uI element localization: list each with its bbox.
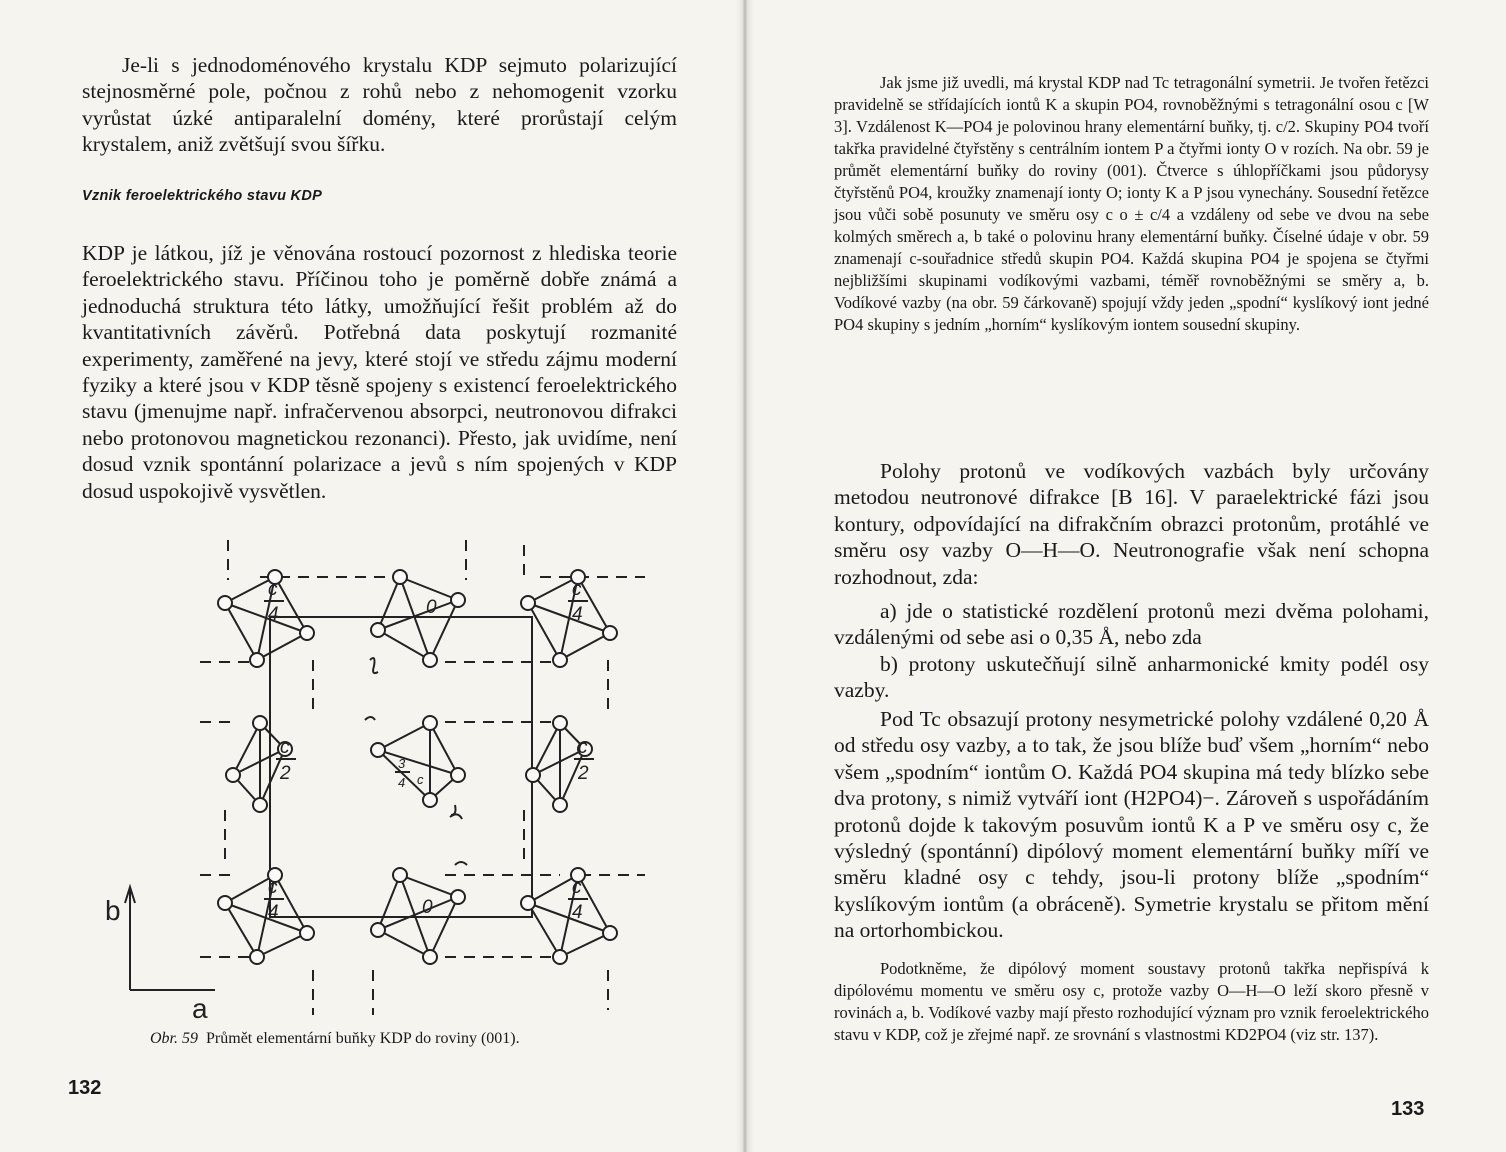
- po4-tetrahedron-top-right: [521, 570, 617, 667]
- svg-text:4: 4: [572, 902, 583, 923]
- po4-tetrahedron-mid-right: [526, 716, 594, 812]
- paragraph-proton-positions: Polohy protonů ve vodíkových vazbách byly určovány metodou neutronové difrakce [B 16]. V paraelektrické fázi jsou kontury, odpovídající na difrakčním obrazci protonům, protáhlé ve směru osy vazby O—H—O. Neutronografie však není schopna rozhodnout, zda:: [834, 459, 1429, 589]
- svg-text:0: 0: [422, 897, 433, 918]
- paragraph-kdp-theory: KDP je látkou, jíž je věnována rostoucí pozornost z hlediska teorie feroelektrického stavu. Příčinou toho je poměrně dobře známá a jednoduchá struktura této látky, umožňující řešit problém až do kvantitativních závěrů. Potřebná data poskytují rozmanité experimenty, zaměřené na jevy, které stojí ve středu zájmu moderní fyziky a které jsou v KDP těsně spojeny s existencí feroelektrického stavu (jmenujme např. infračervenou absorpci, neutronovou difrakci nebo protonovou magnetickou rezonanci). Přesto, jak uvidíme, není dosud vznik spontánní polarizace a jevů s ním spojených v KDP dosud uspokojivě vysvětlen.: [82, 241, 677, 503]
- label-quarter: 4: [268, 604, 279, 625]
- caption-label: Obr. 59: [150, 1030, 199, 1047]
- po4-tetrahedron-top-middle: [371, 570, 465, 667]
- po4-tetrahedron-top-left: [218, 570, 314, 667]
- svg-text:c: c: [572, 877, 582, 898]
- svg-text:4: 4: [268, 902, 279, 923]
- label-zero: 0: [426, 597, 437, 618]
- svg-text:c: c: [268, 877, 278, 898]
- svg-text:c: c: [280, 737, 290, 758]
- paragraph-domains: Je-li s jednodoménového krystalu KDP sejmuto polarizující stejnosměrné pole, počnou z rohů nebo z nehomogenit vzorku vyrůstat úzké antiparalelní domény, které prorůstají celým krystalem, aniž zvětšují svou šířku.: [82, 53, 677, 157]
- svg-text:c: c: [578, 737, 588, 758]
- svg-text:4: 4: [398, 775, 406, 790]
- paragraph-kdp-structure: Jak jsme již uvedli, má krystal KDP nad Tc tetragonální symetrii. Je tvořen řetězci pravidelně se střídajících iontů K a skupin PO4, rovnoběžnými s tetragonální osou c [W 3]. Vzdálenost K—PO4 je polovinou hrany elementární buňky, tj. c/2. Skupiny PO4 tvoří takřka pravidelné čtyřstěny s centrálním iontem P a čtyřmi ionty O v rozích. Na obr. 59 je průmět elementární buňky do roviny (001). Čtverce s úhlopříčkami jsou půdorysy čtyřstěnů PO4, kroužky znamenají ionty O; ionty K a P jsou vynechány. Sousední řetězce jsou vůči sobě posunuty ve směru osy c o ± c/4 a vzdáleny od sebe ve dvou na sebe kolmých směrech a, b také o polovinu hrany elementární buňky. Číselné údaje v obr. 59 znamenají c-souřadnice středů skupin PO4. Každá skupina PO4 je spojena se čtyřmi nejbližšími skupinami vodíkovými vazbami, téměř rovnoběžnými se směry a, b. Vodíkové vazby (na obr. 59 čárkovaně) spojují vždy jeden „spodní“ kyslíkový iont jedné PO4 skupiny s jedním „horním“ kyslíkovým iontem sousední skupiny.: [834, 73, 1429, 334]
- paragraph-below-tc: Pod Tc obsazují protony nesymetrické polohy vzdálené 0,20 Å od středu osy vazby, a to tak, že jsou blíže buď všem „horním“ nebo všem „spodním“ iontům O. Každá PO4 skupina má tedy blízko sebe dva protony, s nimiž vytváří iont (H2PO4)−. Zároveň s uspořádáním protonů dojde k takovým posuvům iontů K a P ve směru osy c, že výsledný (spontánní) dipólový moment elementární buňky míří ve směru kladné osy c tehdy, jsou-li protony blíže „spodním“ kyslíkovým iontům (a obráceně). Symetrie krystalu se přitom mění na ortorhombickou.: [834, 707, 1429, 943]
- section-heading: Vznik feroelektrického stavu KDP: [82, 188, 323, 204]
- svg-text:c: c: [417, 772, 424, 787]
- book-gutter: [736, 0, 754, 1152]
- caption-text: Průmět elementární buňky KDP do roviny (001).: [206, 1030, 520, 1047]
- right-page: [754, 0, 1506, 1152]
- left-page: [0, 0, 740, 1152]
- po4-tetrahedron-bottom-right: [521, 868, 617, 964]
- paragraph-option-a: a) jde o statistické rozdělení protonů mezi dvěma polohami, vzdálenými od sebe asi o 0,35 Å, nebo zda: [834, 599, 1429, 650]
- kdp-unit-cell-diagram: [100, 535, 660, 1020]
- po4-tetrahedron-center: [371, 716, 465, 807]
- label-half: 2: [280, 763, 291, 784]
- label-c: c: [268, 579, 278, 600]
- axes: [105, 887, 215, 1020]
- svg-text:2: 2: [578, 763, 589, 784]
- paragraph-option-b: b) protony uskutečňují silně anharmonické kmity podél osy vazby.: [834, 652, 1429, 703]
- page-number-left: 132: [68, 1077, 102, 1099]
- figure-kdp-cell-projection: [100, 535, 660, 1020]
- axis-a-label: a: [192, 993, 208, 1020]
- svg-text:4: 4: [572, 604, 583, 625]
- svg-text:c: c: [572, 579, 582, 600]
- paragraph-dipole-note: Podotkněme, že dipólový moment soustavy protonů takřka nepřispívá k dipólovému momentu ve směru osy c, protože vazby O—H—O leží skoro přesně v rovinách a, b. Vodíkové vazby mají přesto rozhodující význam pro vznik feroelektrického stavu v KDP, což je zřejmé např. ze srovnání s vlastnostmi KD2PO4 (viz str. 137).: [834, 959, 1429, 1044]
- page-number-right: 133: [1391, 1098, 1425, 1120]
- po4-tetrahedron-mid-left: [226, 716, 296, 812]
- figure-caption: [150, 1030, 610, 1048]
- label-three: 3: [398, 756, 406, 771]
- axis-b-label: b: [105, 895, 121, 926]
